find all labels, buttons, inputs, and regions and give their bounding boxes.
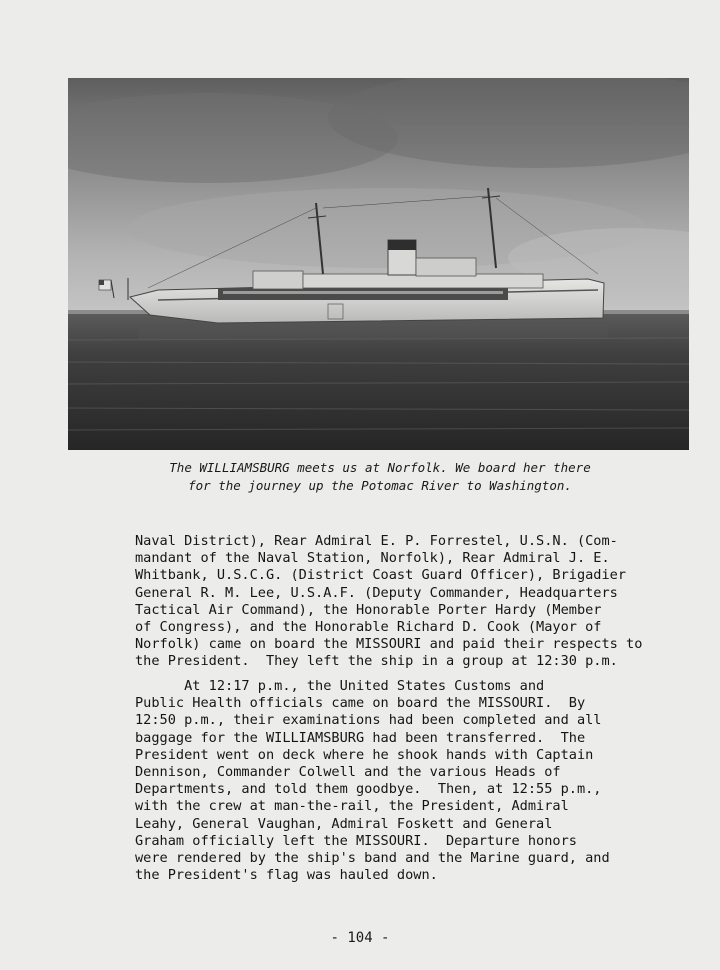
text-line: President went on deck where he shook hands with Captain: [135, 746, 594, 763]
caption-line: for the journey up the Potomac River to Washington.: [188, 478, 572, 493]
text-line: Public Health officials came on board the MISSOURI. By: [135, 695, 586, 712]
text-line: were rendered by the ship's band and the Marine guard, and: [135, 850, 610, 867]
text-line: General R. M. Lee, U.S.A.F. (Deputy Commander, Headquarters: [135, 584, 618, 601]
text-line: Dennison, Commander Colwell and the various Heads of: [135, 764, 561, 781]
photo-caption: [100, 459, 660, 495]
text-line: Leahy, General Vaughan, Admiral Foskett and General: [135, 815, 553, 832]
ship-photo: [68, 78, 689, 450]
text-line: Naval District), Rear Admiral E. P. Forrestel, U.S.N. (Com-: [135, 533, 618, 549]
text-line: Graham officially left the MISSOURI. Departure honors: [135, 832, 577, 849]
text-line: baggage for the WILLIAMSBURG had been transferred. The: [135, 729, 586, 746]
text-line: Departments, and told them goodbye. Then, at 12:55 p.m.,: [135, 781, 602, 798]
text-line: Tactical Air Command), the Honorable Porter Hardy (Member: [135, 601, 602, 618]
text-line: with the crew at man-the-rail, the President, Admiral: [135, 798, 569, 815]
paragraph: [135, 678, 610, 884]
text-line: mandant of the Naval Station, Norfolk), Rear Admiral J. E.: [135, 550, 610, 567]
text-line: of Congress), and the Honorable Richard D. Cook (Mayor of: [135, 619, 602, 636]
paragraph: [135, 533, 642, 671]
text-line: the President. They left the ship in a group at 12:30 p.m.: [135, 653, 618, 670]
page-number: - 104 -: [330, 930, 390, 946]
caption-line: The WILLIAMSBURG meets us at Norfolk. We board her there: [169, 460, 591, 475]
text-line: At 12:17 p.m., the United States Customs and: [135, 678, 545, 694]
text-line: Whitbank, U.S.C.G. (District Coast Guard Officer), Brigadier: [135, 567, 627, 584]
text-line: Norfolk) came on board the MISSOURI and paid their respects to: [135, 636, 643, 653]
ship-photo-graphic: [68, 78, 689, 450]
text-line: 12:50 p.m., their examinations had been completed and all: [135, 712, 602, 729]
text-line: the President's flag was hauled down.: [135, 867, 438, 884]
